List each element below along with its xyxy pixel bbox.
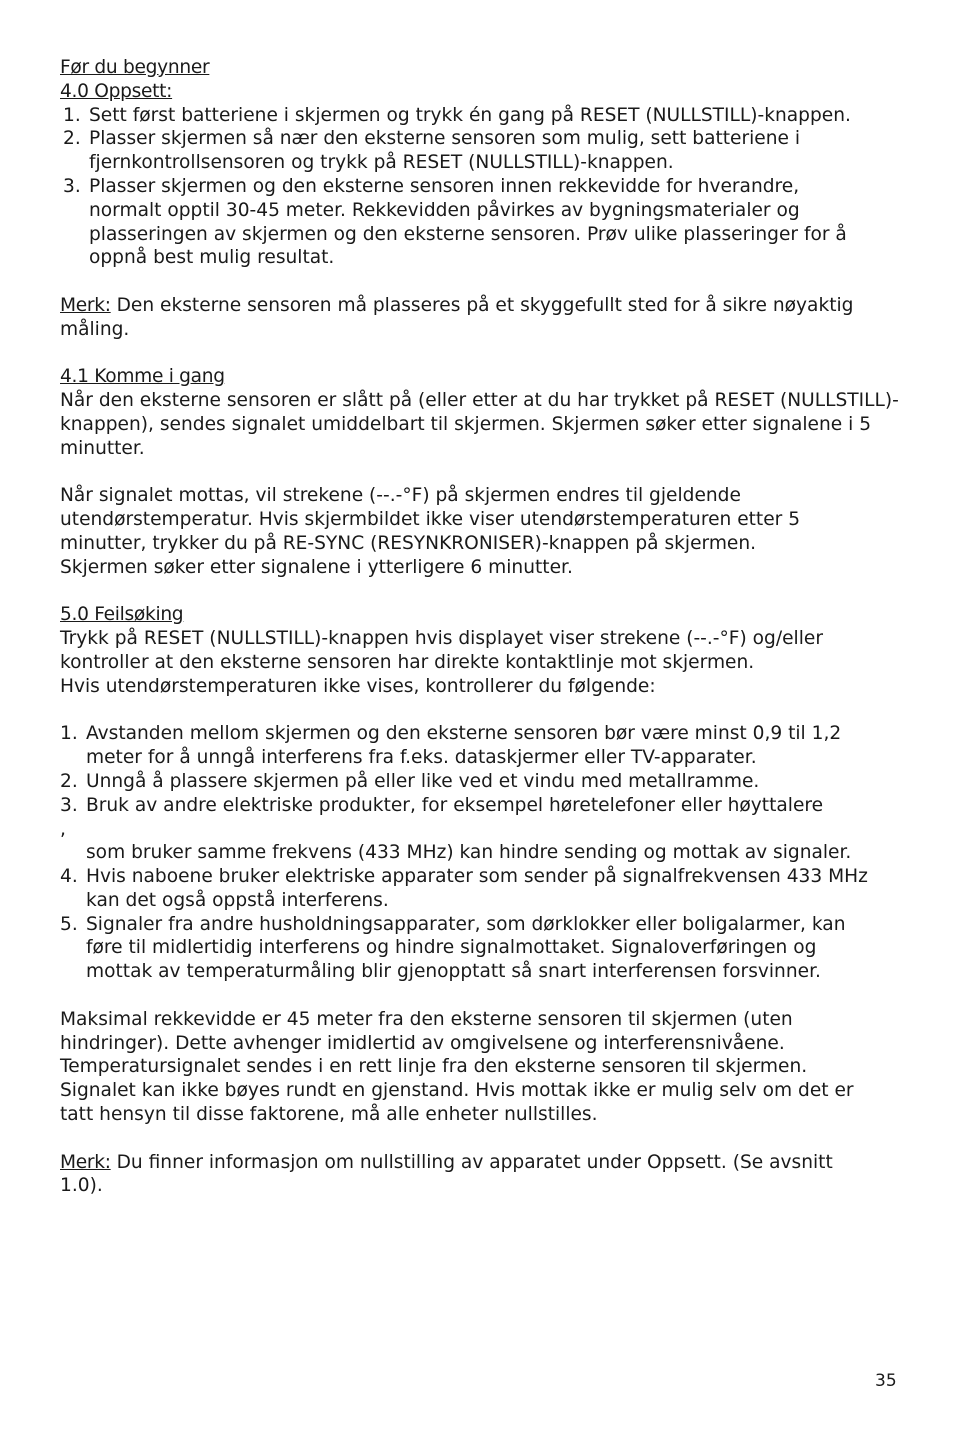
list-text: Sett først batteriene i skjermen og trykk én gang på RESET (NULLSTILL)-knappen.: [89, 104, 851, 126]
getting-started-paragraph: Når signalet mottas, vil strekene (--.-°F) på skjermen endres til gjeldende utendørstemperatur. Hvis skjermbildet ikke viser utendørstemperaturen etter 5 minutter, trykker du på RE-SYNC (RESYNKRONISER)-knappen på skjermen. Skjermen søker etter signalene i ytterligere 6 minutter.: [60, 485, 801, 578]
list-item: [60, 913, 900, 984]
list-number: 5.: [60, 913, 78, 935]
note-label: Merk:: [60, 294, 111, 316]
list-number: 3.: [60, 794, 78, 816]
list-item-continuation: [60, 841, 900, 865]
note-label: Merk:: [60, 1151, 111, 1173]
list-item: [60, 127, 900, 175]
list-text: Hvis naboene bruker elektriske apparater som sender på signalfrekvensen 433 MHz kan det også oppstå interferens.: [86, 866, 868, 911]
setup-steps: [60, 104, 900, 271]
getting-started-paragraph: Når den eksterne sensoren er slått på (eller etter at du har trykket på RESET (NULLSTILL)-knappen), sendes signalet umiddelbart til skjermen. Skjermen søker etter signalene i 5 minutter.: [60, 390, 899, 459]
list-item: [60, 175, 900, 270]
before-heading: Før du begynner: [60, 57, 210, 78]
list-number: 1.: [60, 723, 78, 745]
list-item: [60, 722, 900, 770]
list-text: Plasser skjermen så nær den eksterne sensoren som mulig, sett batteriene i fjernkontrollsensoren og trykk på RESET (NULLSTILL)-knappen.: [89, 128, 801, 174]
stray-comma: ,: [60, 818, 66, 840]
page-number: 35: [875, 1371, 897, 1391]
list-number: 2.: [63, 128, 81, 150]
list-item: [60, 104, 900, 128]
list-number: 2.: [60, 770, 78, 792]
list-text: Unngå å plassere skjermen på eller like ved et vindu med metallramme.: [86, 770, 760, 792]
list-item: [60, 794, 900, 818]
list-number: 3.: [63, 175, 81, 197]
setup-heading: 4.0 Oppsett:: [60, 80, 173, 102]
list-text: Avstanden mellom skjermen og den eksterne sensoren bør være minst 0,9 til 1,2 meter for å unngå interferens fra f.eks. dataskjermer eller TV-apparater.: [86, 723, 842, 769]
list-item: [60, 770, 900, 794]
document-page: [60, 56, 900, 1198]
note-text: Du finner informasjon om nullstilling av apparatet under Oppsett. (Se avsnitt 1.0).: [60, 1151, 833, 1197]
list-text: Bruk av andre elektriske produkter, for eksempel høretelefoner eller høyttalere: [86, 794, 824, 816]
troubleshooting-paragraph: Trykk på RESET (NULLSTILL)-knappen hvis displayet viser strekene (--.-°F) og/eller kontroller at den eksterne sensoren har direkte kontaktlinje mot skjermen.: [60, 628, 823, 673]
list-text: som bruker samme frekvens (433 MHz) kan hindre sending og mottak av signaler.: [86, 842, 852, 864]
list-number: 1.: [63, 104, 81, 126]
list-item: [60, 865, 900, 913]
troubleshooting-paragraph: Hvis utendørstemperaturen ikke vises, kontrollerer du følgende:: [60, 675, 656, 697]
note-paragraph: [60, 294, 900, 342]
list-text: Plasser skjermen og den eksterne sensoren innen rekkevidde for hverandre, normalt opptil 30-45 meter. Rekkevidden påvirkes av bygningsmaterialer og plasseringen av skjermen og den eksterne sensoren. Prøv ulike plasseringer for å oppnå best mulig resultat.: [89, 175, 847, 269]
troubleshooting-heading: 5.0 Feilsøking: [60, 604, 184, 626]
note-text: Den eksterne sensoren må plasseres på et skyggefullt sted for å sikre nøyaktig måling.: [60, 294, 854, 340]
range-paragraph: Maksimal rekkevidde er 45 meter fra den eksterne sensoren til skjermen (uten hindringer). Dette avhenger imidlertid av omgivelsene og interferensnivåene. Temperatursignalet sendes i en rett linje fra den eksterne sensoren til skjermen. Signalet kan ikke bøyes rundt en gjenstand. Hvis mottak ikke er mulig selv om det er tatt hensyn til disse faktorene, må alle enheter nullstilles.: [60, 1008, 854, 1126]
list-text: Signaler fra andre husholdningsapparater, som dørklokker eller boligalarmer, kan føre til midlertidig interferens og hindre signalmottaket. Signaloverføringen og mottak av temperaturmåling blir gjenopptatt så snart interferensen forsvinner.: [86, 913, 846, 983]
getting-started-heading: 4.1 Komme i gang: [60, 366, 225, 388]
list-number: 4.: [60, 866, 78, 888]
note-paragraph: [60, 1151, 900, 1199]
checklist: [60, 722, 900, 984]
